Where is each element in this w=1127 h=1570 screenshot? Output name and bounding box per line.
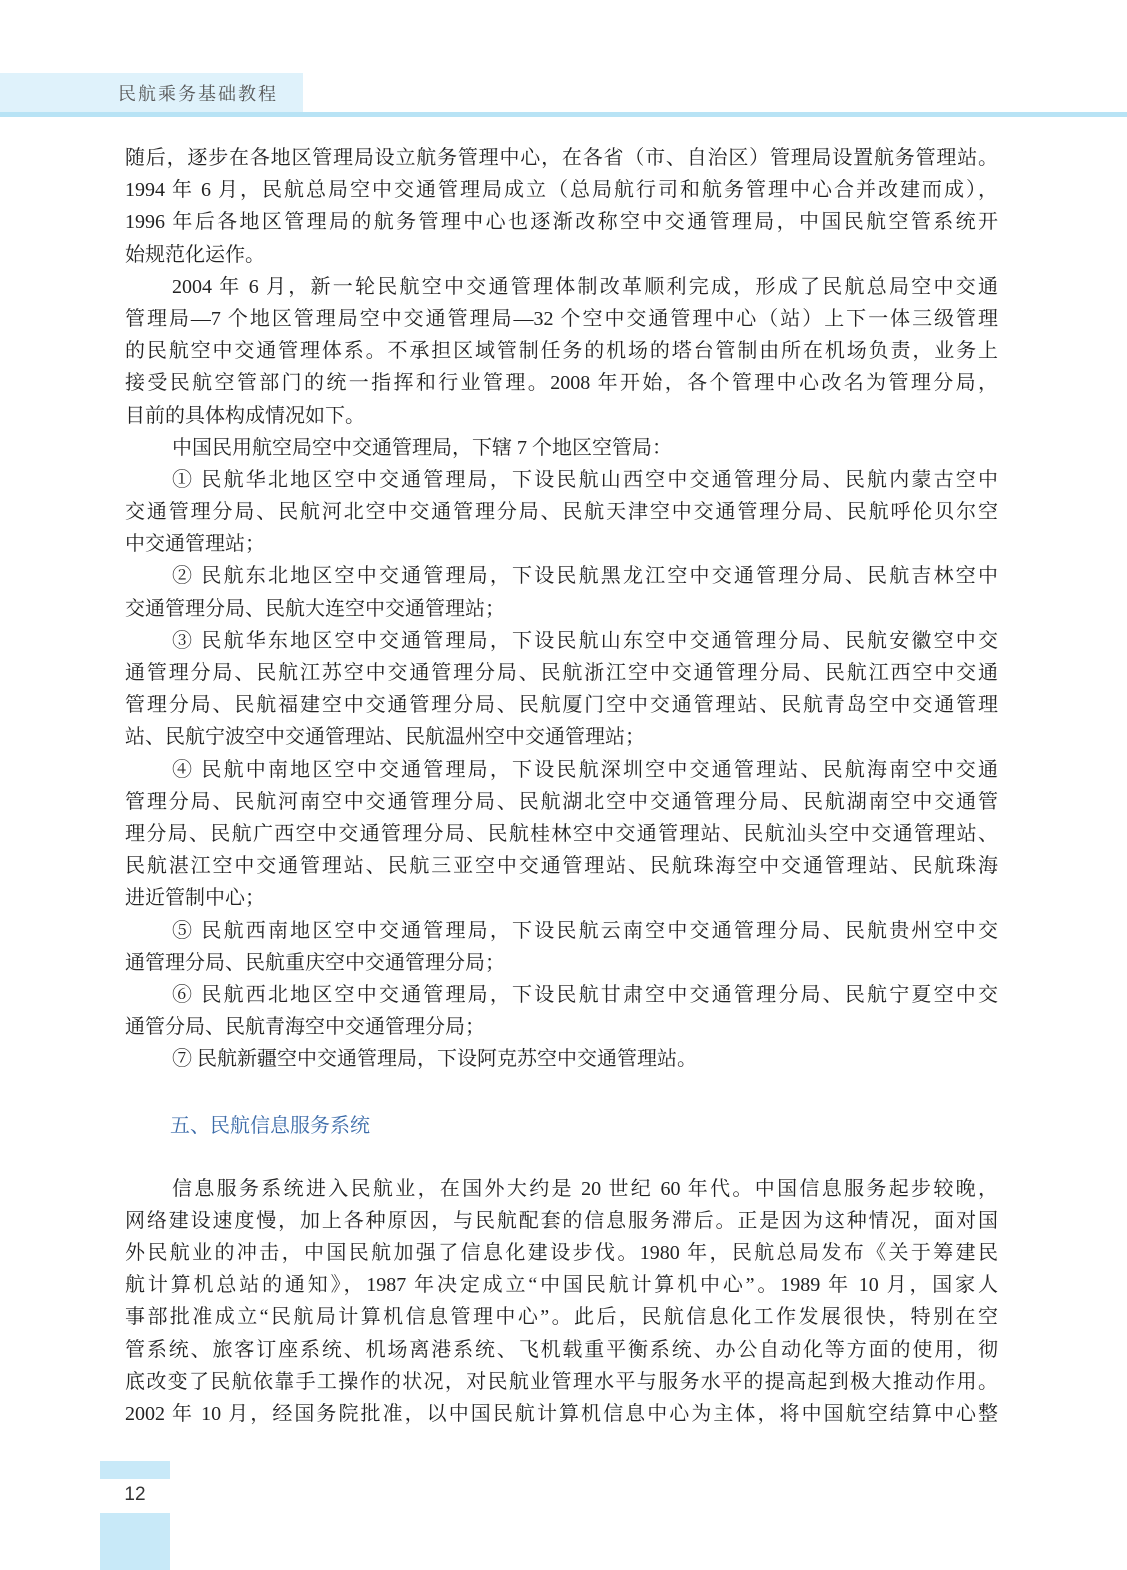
paragraph — [125, 464, 998, 561]
body-text-before — [125, 142, 998, 1075]
text-line: ⑥ 民航西北地区空中交通管理局，下设民航甘肃空中交通管理分局、民航宁夏空中交 — [172, 983, 998, 1006]
text-line: 网络建设速度慢，加上各种原因，与民航配套的信息服务滞后。正是因为这种情况，面对国 — [125, 1209, 998, 1232]
book-title: 民航乘务基础教程 — [118, 84, 278, 105]
text-line: 管系统、旅客订座系统、机场离港系统、飞机载重平衡系统、办公自动化等方面的使用，彻 — [125, 1338, 998, 1361]
text-line: 航计算机总站的通知》，1987 年决定成立“中国民航计算机中心”。1989 年 10 月，国家人 — [125, 1274, 998, 1297]
text-line: 通管理分局、民航重庆空中交通管理分局； — [125, 951, 505, 974]
text-line: 通管分局、民航青海空中交通管理分局； — [125, 1016, 485, 1039]
text-line: 管理分局、民航河南空中交通管理分局、民航湖北空中交通管理分局、民航湖南空中交通管 — [125, 790, 998, 813]
paragraph — [125, 1043, 998, 1075]
text-line: 中国民用航空局空中交通管理局，下辖 7 个地区空管局： — [172, 436, 672, 459]
text-line: 交通管理分局、民航河北空中交通管理分局、民航天津空中交通管理分局、民航呼伦贝尔空 — [125, 501, 998, 524]
text-line: 管理分局、民航福建空中交通管理分局、民航厦门空中交通管理站、民航青岛空中交通管理 — [125, 694, 998, 717]
page-number-band-bottom — [100, 1513, 170, 1570]
text-line: 始规范化运作。 — [125, 243, 265, 266]
text-line: 民航湛江空中交通管理站、民航三亚空中交通管理站、民航珠海空中交通管理站、民航珠海 — [125, 855, 998, 878]
text-line: ③ 民航华东地区空中交通管理局，下设民航山东空中交通管理分局、民航安徽空中交 — [172, 629, 998, 652]
text-line: 站、民航宁波空中交通管理站、民航温州空中交通管理站； — [125, 726, 645, 749]
paragraph — [125, 754, 998, 915]
text-line: 接受民航空管部门的统一指挥和行业管理。2008 年开始，各个管理中心改名为管理分局， — [125, 372, 998, 395]
text-line: ⑤ 民航西南地区空中交通管理局，下设民航云南空中交通管理分局、民航贵州空中交 — [172, 919, 998, 942]
text-line: ④ 民航中南地区空中交通管理局，下设民航深圳空中交通管理站、民航海南空中交通 — [172, 758, 998, 781]
text-line: 的民航空中交通管理体系。不承担区域管制任务的机场的塔台管制由所在机场负责，业务上 — [125, 340, 998, 363]
text-line: ① 民航华北地区空中交通管理局，下设民航山西空中交通管理分局、民航内蒙古空中 — [172, 468, 998, 491]
text-line: 进近管制中心； — [125, 887, 265, 910]
text-line: 2004 年 6 月，新一轮民航空中交通管理体制改革顺利完成，形成了民航总局空中交通 — [172, 275, 998, 298]
text-line: 2002 年 10 月，经国务院批准，以中国民航计算机信息中心为主体，将中国航空结算中心整 — [125, 1402, 998, 1425]
text-line: 随后，逐步在各地区管理局设立航务管理中心，在各省（市、自治区）管理局设置航务管理站。 — [125, 147, 998, 169]
text-line: 通管理分局、民航江苏空中交通管理分局、民航浙江空中交通管理分局、民航江西空中交通 — [125, 662, 998, 684]
paragraph — [125, 560, 998, 624]
text-line: 目前的具体构成情况如下。 — [125, 404, 365, 427]
text-line: 交通管理分局、民航大连空中交通管理站； — [125, 597, 505, 620]
paragraph — [125, 271, 998, 432]
header-divider — [0, 112, 1127, 117]
text-line: ⑦ 民航新疆空中交通管理局，下设阿克苏空中交通管理站。 — [172, 1048, 697, 1071]
text-line: 底改变了民航依靠手工操作的状况，对民航业管理水平与服务水平的提高起到极大推动作用。 — [125, 1370, 998, 1393]
paragraph — [125, 979, 998, 1043]
text-line: 1994 年 6 月，民航总局空中交通管理局成立（总局航行司和航务管理中心合并改建而成）， — [125, 179, 998, 202]
paragraph — [125, 432, 998, 464]
section-heading: 五、民航信息服务系统 — [170, 1113, 370, 1138]
text-line: ② 民航东北地区空中交通管理局，下设民航黑龙江空中交通管理分局、民航吉林空中 — [172, 565, 998, 588]
paragraph — [125, 1173, 998, 1431]
paragraph — [125, 915, 998, 979]
text-line: 中交通管理站； — [125, 533, 265, 556]
body-text-after — [125, 1173, 998, 1431]
text-line: 信息服务系统进入民航业，在国外大约是 20 世纪 60 年代。中国信息服务起步较晚， — [172, 1177, 998, 1200]
text-line: 管理局—7 个地区管理局空中交通管理局—32 个空中交通管理中心（站）上下一体三级管理 — [125, 307, 998, 330]
page-body — [125, 142, 998, 1430]
text-line: 外民航业的冲击，中国民航加强了信息化建设步伐。1980 年，民航总局发布《关于筹建民 — [125, 1242, 998, 1264]
page-number: 12 — [124, 1484, 146, 1505]
page-number-band-top — [100, 1461, 170, 1479]
text-line: 1996 年后各地区管理局的航务管理中心也逐渐改称空中交通管理局，中国民航空管系统开 — [125, 211, 998, 234]
paragraph — [125, 142, 998, 271]
text-line: 理分局、民航广西空中交通管理分局、民航桂林空中交通管理站、民航汕头空中交通管理站、 — [125, 822, 998, 845]
text-line: 事部批准成立“民航局计算机信息管理中心”。此后，民航信息化工作发展很快，特别在空 — [125, 1306, 998, 1329]
paragraph — [125, 625, 998, 754]
